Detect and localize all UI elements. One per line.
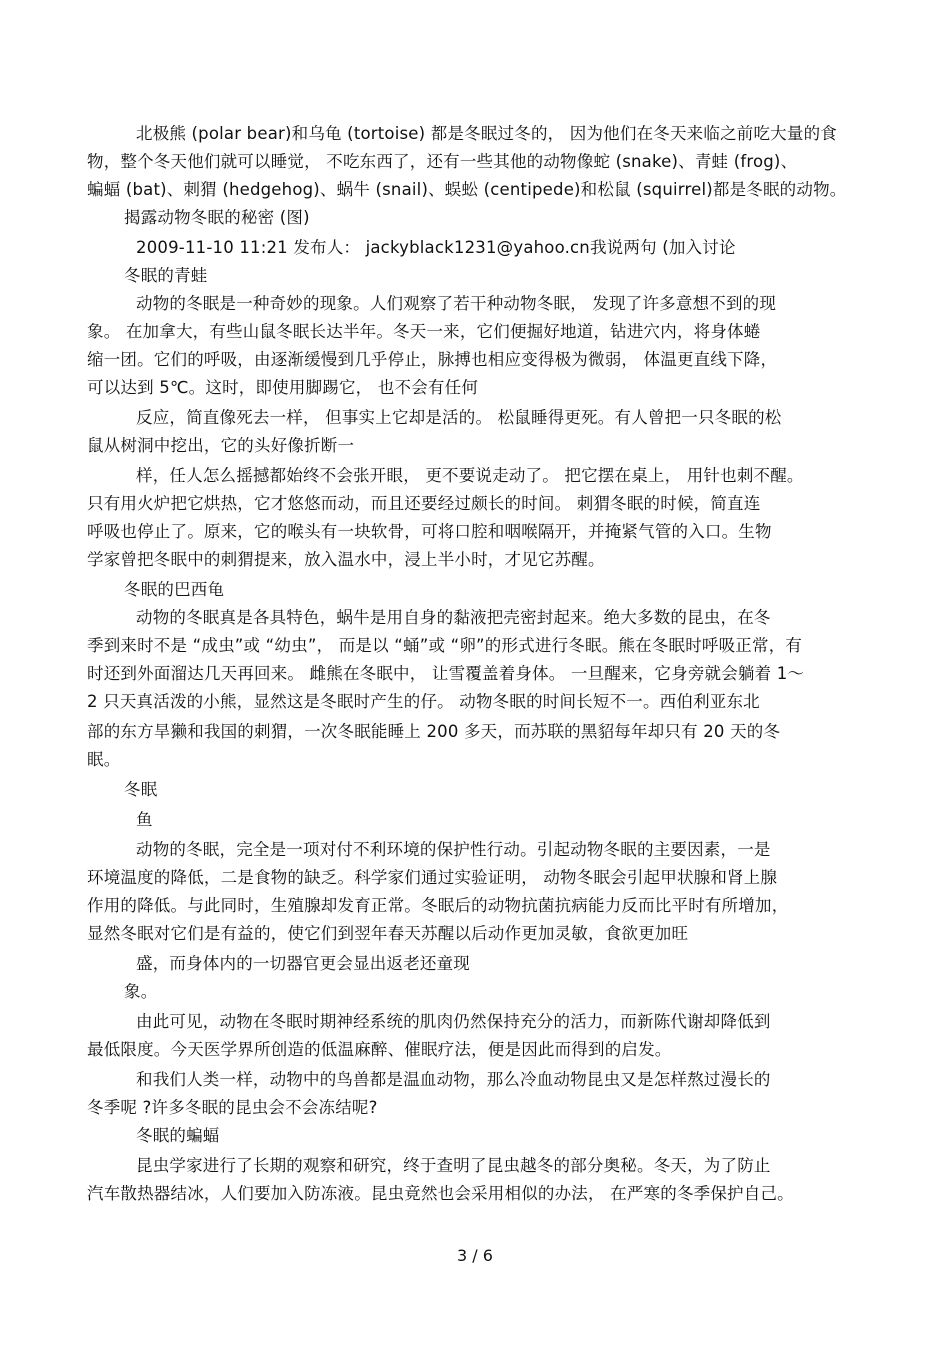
text-line: 季到来时不是 “成虫”或 “幼虫”， 而是以 “蛹”或 “卵”的形式进行冬眠。熊在冬眠时呼吸正常，有 <box>87 636 803 655</box>
text-line: 由此可见，动物在冬眠时期神经系统的肌肉仍然保持充分的活力，而新陈代谢却降低到 <box>136 1012 771 1031</box>
text-line: 鼠从树洞中挖出，它的头好像折断一 <box>87 436 355 455</box>
text-line: 学家曾把冬眠中的刺猬提来，放入温水中，浸上半小时，才见它苏醒。 <box>87 550 605 569</box>
text-line: 物，整个冬天他们就可以睡觉， 不吃东西了，还有一些其他的动物像蛇 (snake)、青蛙 (frog)、 <box>87 152 798 171</box>
text-line: 呼吸也停止了。原来，它的喉头有一块软骨，可将口腔和咽喉隔开，并掩紧气管的入口。生物 <box>87 522 772 541</box>
text-line: 部的东方旱獭和我国的刺猬，一次冬眠能睡上 200 多天，而苏联的黑貂每年却只有 20 天的冬 <box>87 722 781 741</box>
text-line: 冬眠的蝙蝠 <box>136 1126 220 1145</box>
text-line: 反应，简直像死去一样， 但事实上它却是活的。 松鼠睡得更死。有人曾把一只冬眠的松 <box>136 408 782 427</box>
page-number: 3 / 6 <box>457 1246 493 1265</box>
text-line: 动物的冬眠真是各具特色，蜗牛是用自身的黏液把壳密封起来。绝大多数的昆虫，在冬 <box>136 608 771 627</box>
text-line: 时还到外面溜达几天再回来。 雌熊在冬眠中， 让雪覆盖着身体。 一旦醒来，它身旁就会躺着 1～ <box>87 664 805 683</box>
text-line: 盛，而身体内的一切器官更会显出返老还童现 <box>136 954 470 973</box>
text-line: 冬眠 <box>124 780 158 799</box>
text-line: 鱼 <box>136 810 153 829</box>
text-line: 冬眠的青蛙 <box>124 266 208 285</box>
text-line: 作用的降低。与此同时，生殖腺却发育正常。冬眠后的动物抗菌抗病能力反而比平时有所增加， <box>87 896 789 915</box>
text-line: 2009-11-10 11:21 发布人： jackyblack1231@yahoo.cn我说两句 (加入讨论 <box>136 238 736 257</box>
text-line: 缩一团。它们的呼吸，由逐渐缓慢到几乎停止，脉搏也相应变得极为微弱， 体温更直线下降， <box>87 350 778 369</box>
text-line: 汽车散热器结冰，人们要加入防冻液。昆虫竟然也会采用相似的办法， 在严寒的冬季保护自己。 <box>87 1184 794 1203</box>
text-line: 冬眠的巴西龟 <box>124 580 225 599</box>
text-line: 环境温度的降低，二是食物的缺乏。科学家们通过实验证明， 动物冬眠会引起甲状腺和肾上腺 <box>87 868 778 887</box>
text-line: 可以达到 5℃。这时，即使用脚踢它， 也不会有任何 <box>87 378 479 397</box>
text-line: 显然冬眠对它们是有益的，使它们到翌年春天苏醒以后动作更加灵敏，食欲更加旺 <box>87 924 689 943</box>
text-line: 揭露动物冬眠的秘密 (图) <box>124 208 310 227</box>
text-line: 昆虫学家进行了长期的观察和研究，终于查明了昆虫越冬的部分奥秘。冬天，为了防止 <box>136 1156 771 1175</box>
text-line: 眠。 <box>87 750 121 769</box>
text-line: 象。 <box>124 982 158 1001</box>
text-line: 和我们人类一样，动物中的鸟兽都是温血动物，那么冷血动物昆虫又是怎样熬过漫长的 <box>136 1070 771 1089</box>
text-line: 只有用火炉把它烘热，它才悠悠而动，而且还要经过颇长的时间。 刺猬冬眠的时候，简直连 <box>87 494 761 513</box>
text-line: 样，任人怎么摇撼都始终不会张开眼， 更不要说走动了。 把它摆在桌上， 用针也刺不醒。 <box>136 466 804 485</box>
text-line: 动物的冬眠是一种奇妙的现象。人们观察了若干种动物冬眠， 发现了许多意想不到的现 <box>136 294 777 313</box>
text-line: 动物的冬眠，完全是一项对付不利环境的保护性行动。引起动物冬眠的主要因素，一是 <box>136 840 771 859</box>
text-line: 最低限度。今天医学界所创造的低温麻醉、催眠疗法，便是因此而得到的启发。 <box>87 1040 672 1059</box>
text-line: 象。 在加拿大，有些山鼠冬眠长达半年。冬天一来，它们便掘好地道，钻进穴内，将身体蜷 <box>87 322 761 341</box>
text-line: 北极熊 (polar bear)和乌龟 (tortoise) 都是冬眠过冬的， 因为他们在冬天来临之前吃大量的食 <box>136 124 837 143</box>
text-line: 冬季呢 ?许多冬眠的昆虫会不会冻结呢? <box>87 1098 378 1117</box>
text-line: 蝙蝠 (bat)、刺猬 (hedgehog)、蜗牛 (snail)、蜈蚣 (centipede)和松鼠 (squirrel)都是冬眠的动物。 <box>87 180 847 199</box>
text-line: 2 只天真活泼的小熊，显然这是冬眠时产生的仔。 动物冬眠的时间长短不一。西伯利亚东北 <box>87 692 760 711</box>
